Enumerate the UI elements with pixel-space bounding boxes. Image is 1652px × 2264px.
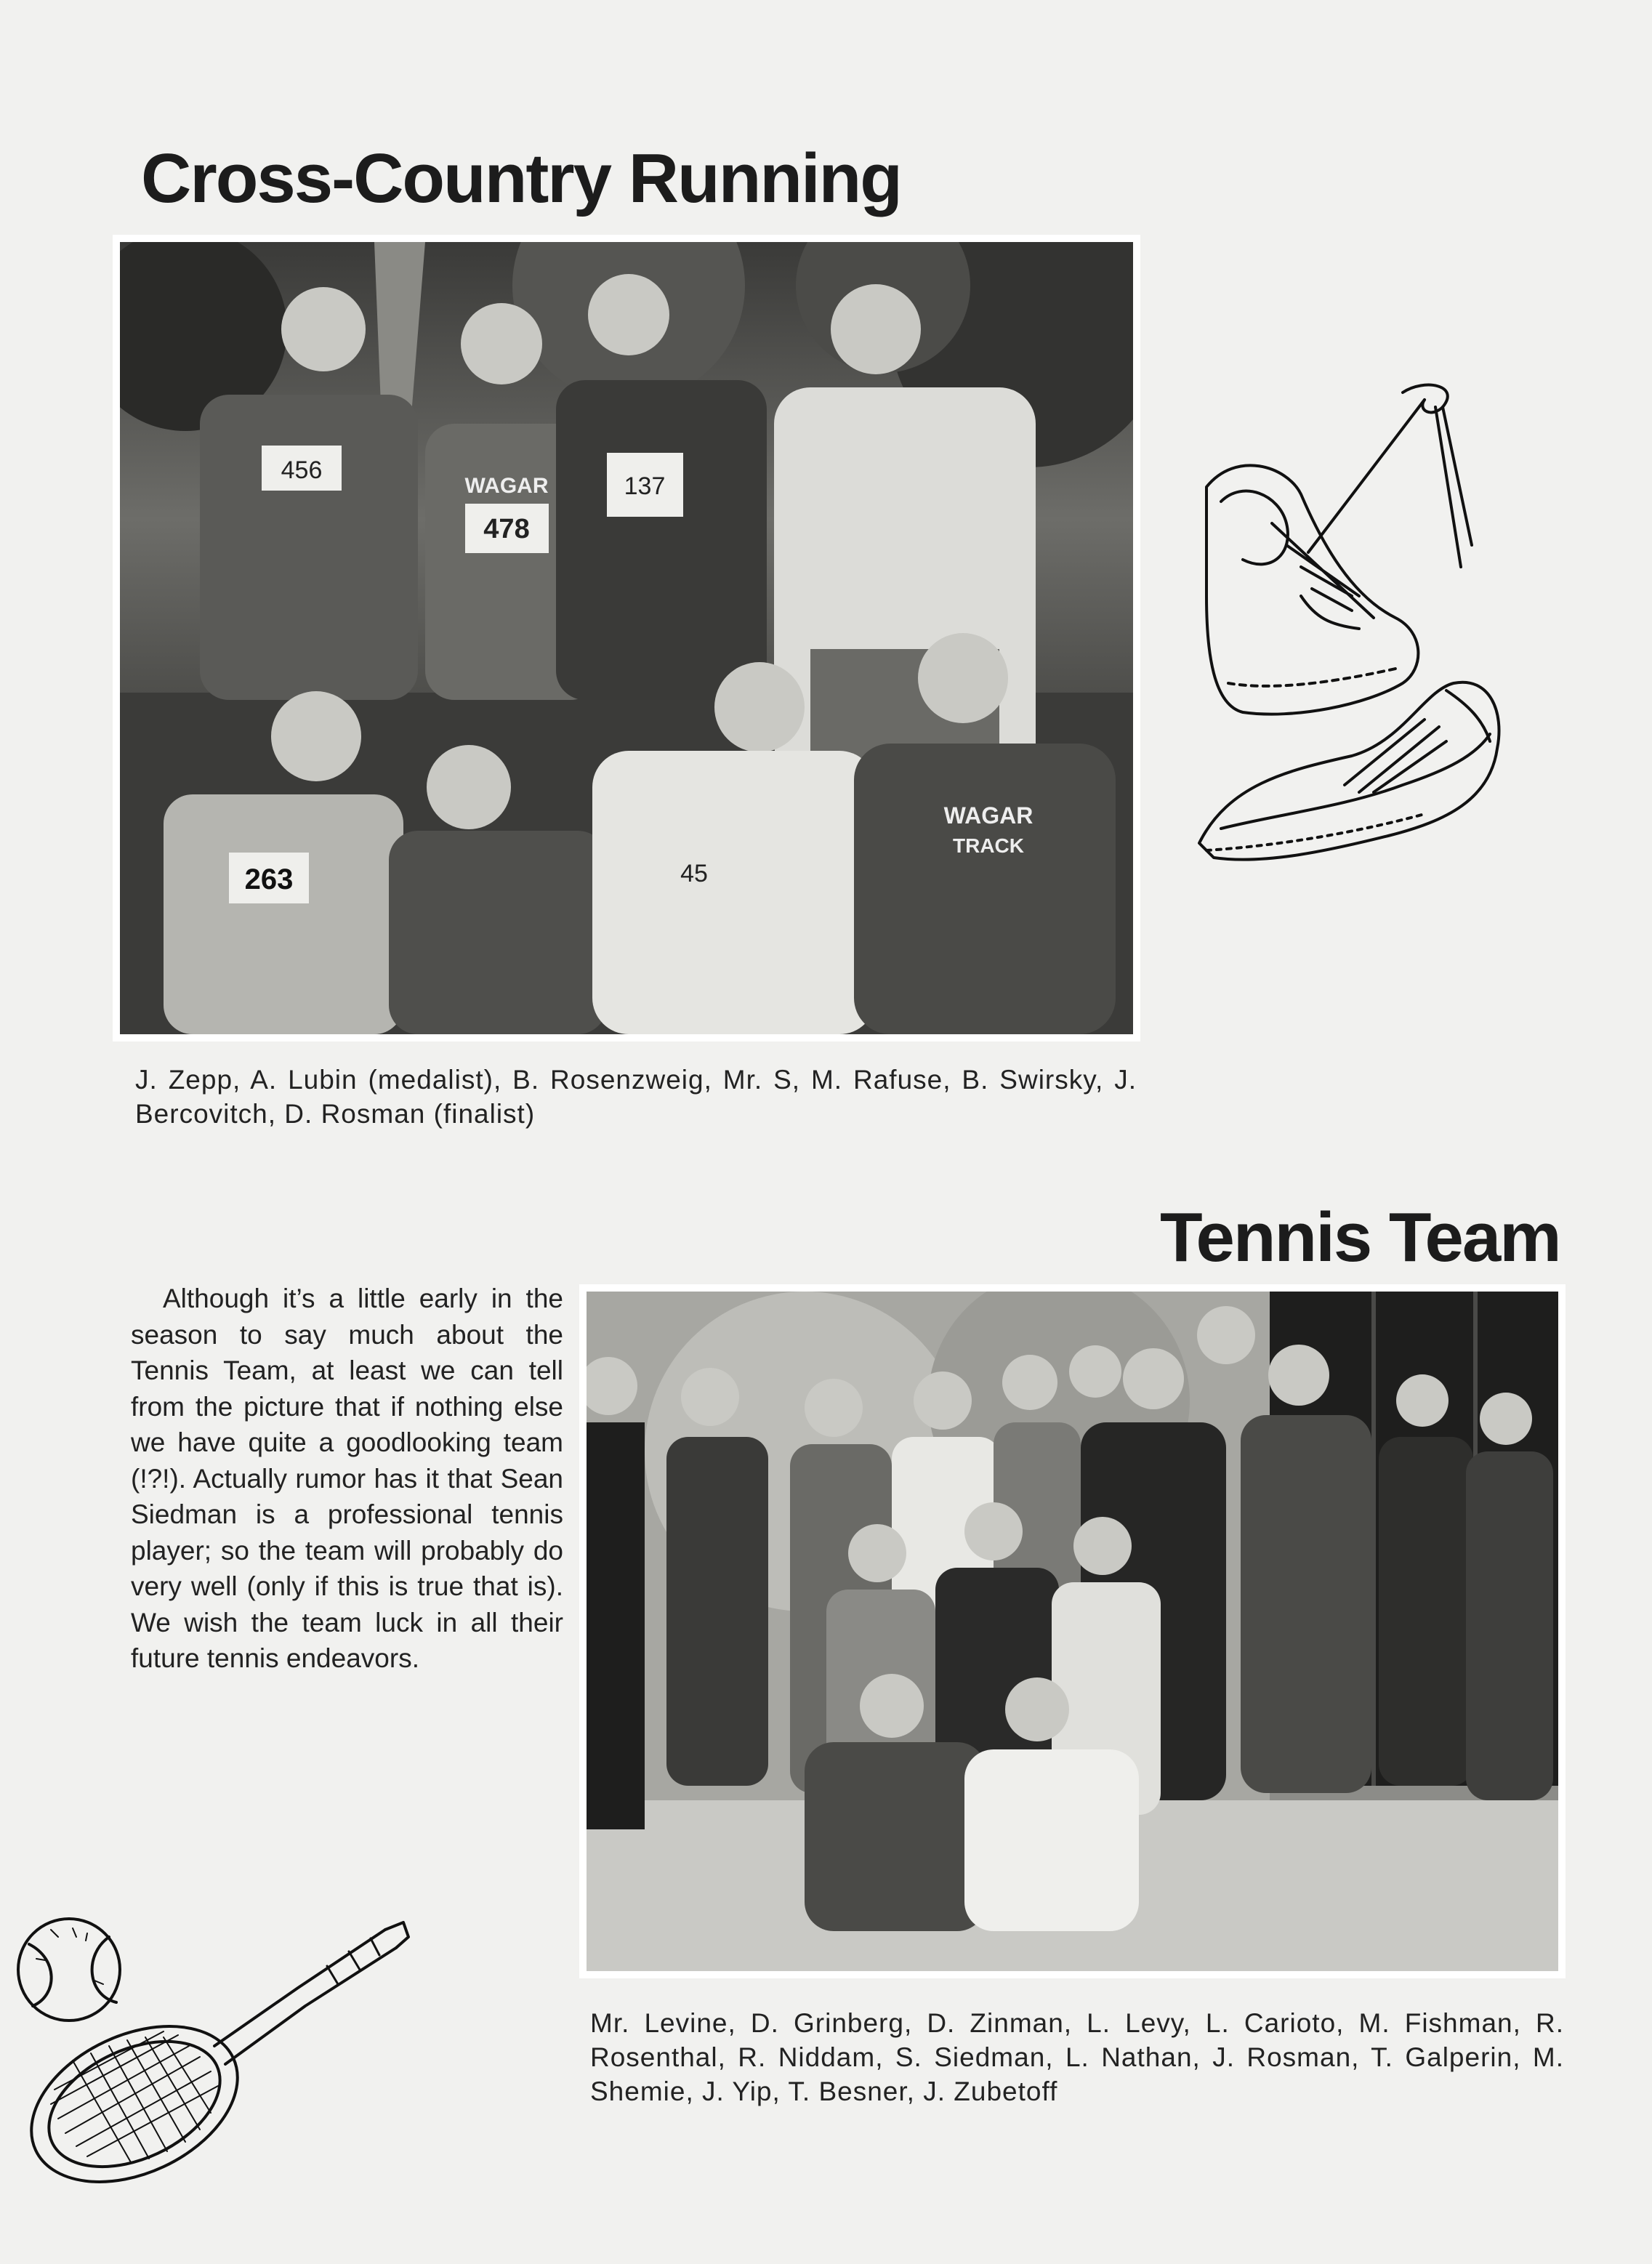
tennis-team-photo bbox=[579, 1284, 1566, 1978]
bib-456: 456 bbox=[281, 456, 323, 484]
shirt-text-wagar-2: WAGAR bbox=[943, 802, 1033, 829]
running-shoes-sketch-icon bbox=[1185, 378, 1526, 916]
shirt-text-track: TRACK bbox=[953, 834, 1024, 857]
bib-478: 478 bbox=[483, 514, 530, 544]
bib-45: 45 bbox=[680, 860, 708, 887]
cross-country-caption: J. Zepp, A. Lubin (medalist), B. Rosenzweig, Mr. S, M. Rafuse, B. Swirsky, J. Bercovitch, D. Rosman (finalist) bbox=[135, 1065, 1137, 1129]
bib-137: 137 bbox=[624, 472, 666, 500]
tennis-team-title: Tennis Team bbox=[1160, 1199, 1560, 1276]
cross-country-title: Cross-Country Running bbox=[141, 140, 901, 217]
tennis-team-caption: Mr. Levine, D. Grinberg, D. Zinman, L. Levy, L. Carioto, M. Fishman, R. Rosenthal, R. Niddam, S. Siedman, L. Nathan, J. Rosman, T. Galperin, M. Shemie, J. Yip, T. Besner, J. Zubetoff bbox=[590, 2008, 1564, 2106]
bib-263: 263 bbox=[244, 863, 294, 895]
tennis-team-story: Although it’s a little early in the season to say much about the Tennis Team, at least we can tell from the picture that if nothing else we have quite a goodlooking team (!?!). Actually rumor has it that Sean Siedman is a professional tennis player; so the team will probably do very well (only if this is true that is). We wish the team luck in all their future tennis endeavors. bbox=[131, 1284, 563, 1673]
cross-country-team-photo bbox=[113, 235, 1140, 1042]
shirt-text-wagar: WAGAR bbox=[464, 474, 549, 498]
tennis-racket-ball-sketch-icon bbox=[7, 1915, 414, 2184]
